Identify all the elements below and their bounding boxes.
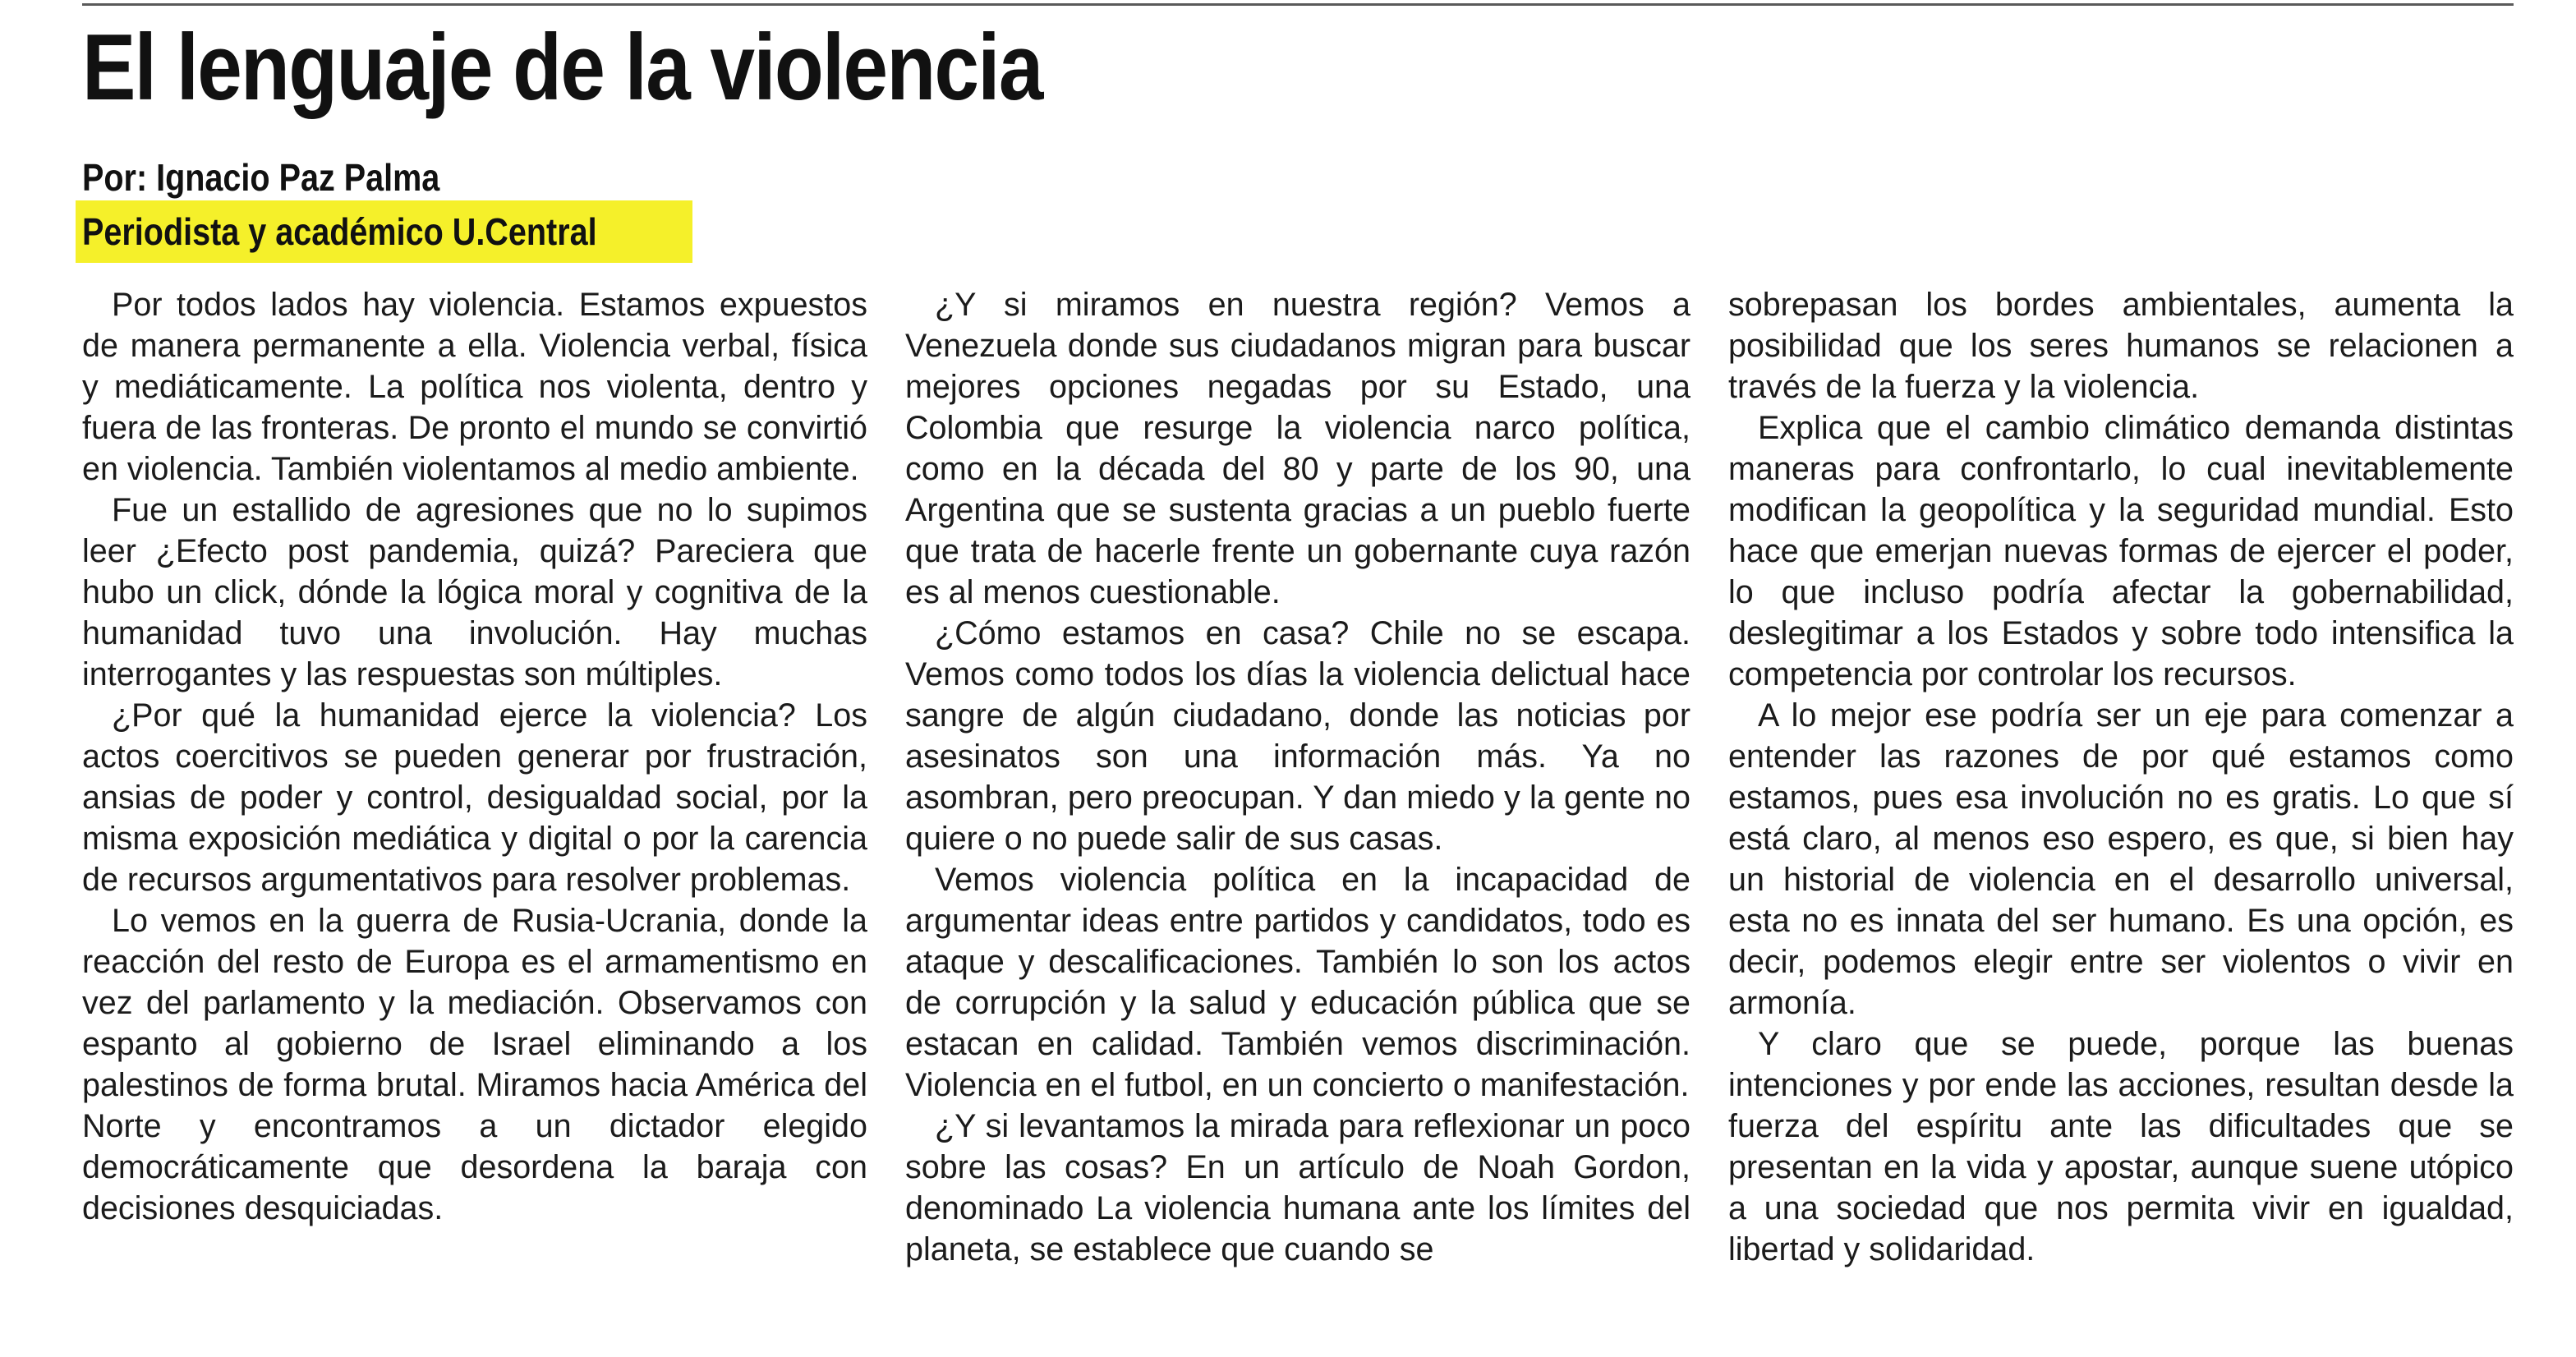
article-paragraph: Explica que el cambio climático demanda distintas maneras para confrontarlo, lo cual inevitablemente modifican la geopolítica y la seguridad mundial. Esto hace que emerjan nuevas formas de ejercer el poder, lo que incluso podría afectar la gobernabilidad, deslegitimar a los Estados y sobre todo intensifica la competencia por controlar los recursos.	[1728, 410, 2514, 692]
article-paragraph: ¿Cómo estamos en casa? Chile no se escapa. Vemos como todos los días la violencia delictual hace sangre de algún ciudadano, donde las noticias por asesinatos son una información más. Ya no asombran, pero preocupan. Y dan miedo y la gente no quiere o no puede salir de sus casas.	[905, 615, 1690, 857]
article-paragraph: ¿Y si levantamos la mirada para reflexionar un poco sobre las cosas? En un artículo de Noah Gordon, denominado La violencia humana ante los límites del planeta, se establece que cuando se	[905, 1108, 1690, 1267]
author-byline: Por: Ignacio Paz Palma	[82, 156, 440, 199]
article-headline: El lenguaje de la violencia	[82, 16, 1042, 120]
author-credential-highlight	[76, 200, 692, 263]
article-column-2	[905, 284, 1690, 1270]
article-paragraph: Lo vemos en la guerra de Rusia-Ucrania, donde la reacción del resto de Europa es el armamentismo en vez del parlamento y la mediación. Observamos con espanto al gobierno de Israel eliminando a los palestinos de forma brutal. Miramos hacia América del Norte y encontramos a un dictador elegido democráticamente que desordena la baraja con decisiones desquiciadas.	[82, 903, 867, 1226]
article-paragraph: Por todos lados hay violencia. Estamos expuestos de manera permanente a ella. Violencia verbal, física y mediáticamente. La política nos violenta, dentro y fuera de las fronteras. De pronto el mundo se convirtió en violencia. También violentamos al medio ambiente.	[82, 287, 867, 487]
article-paragraph: sobrepasan los bordes ambientales, aumenta la posibilidad que los seres humanos se relacionen a través de la fuerza y la violencia.	[1728, 287, 2514, 405]
article-body	[82, 284, 2514, 1327]
article-paragraph: Fue un estallido de agresiones que no lo supimos leer ¿Efecto post pandemia, quizá? Pareciera que hubo un click, dónde la lógica moral y cognitiva de la humanidad tuvo una involución. Hay muchas interrogantes y las respuestas son múltiples.	[82, 492, 867, 692]
article-column-1	[82, 284, 867, 1229]
article-paragraph: Vemos violencia política en la incapacidad de argumentar ideas entre partidos y candidatos, todo es ataque y descalificaciones. También lo son los actos de corrupción y la salud y educación pública que se estacan en calidad. También vemos discriminación. Violencia en el futbol, en un concierto o manifestación.	[905, 862, 1690, 1103]
article-paragraph: Y claro que se puede, porque las buenas intenciones y por ende las acciones, resultan desde la fuerza del espíritu ante las dificultades que se presentan en la vida y apostar, aunque suene utópico a una sociedad que nos permita vivir en igualdad, libertad y solidaridad.	[1728, 1026, 2514, 1267]
article-paragraph: ¿Por qué la humanidad ejerce la violencia? Los actos coercitivos se pueden generar por frustración, ansias de poder y control, desigualdad social, por la misma exposición mediática y digital o por la carencia de recursos argumentativos para resolver problemas.	[82, 697, 867, 898]
article-paragraph: A lo mejor ese podría ser un eje para comenzar a entender las razones de por qué estamos como estamos, pues esa involución no es gratis. Lo que sí está claro, al menos eso espero, es que, si bien hay un historial de violencia en el desarrollo universal, esta no es innata del ser humano. Es una opción, es decir, podemos elegir entre ser violentos o vivir en armonía.	[1728, 697, 2514, 1021]
author-credential: Periodista y académico U.Central	[82, 210, 597, 253]
article-paragraph: ¿Y si miramos en nuestra región? Vemos a Venezuela donde sus ciudadanos migran para buscar mejores opciones negadas por su Estado, una Colombia que resurge la violencia narco política, como en la década del 80 y parte de los 90, una Argentina que se sustenta gracias a un pueblo fuerte que trata de hacerle frente un gobernante cuya razón es al menos cuestionable.	[905, 287, 1690, 610]
article-column-3	[1728, 284, 2514, 1270]
top-rule	[82, 3, 2514, 6]
